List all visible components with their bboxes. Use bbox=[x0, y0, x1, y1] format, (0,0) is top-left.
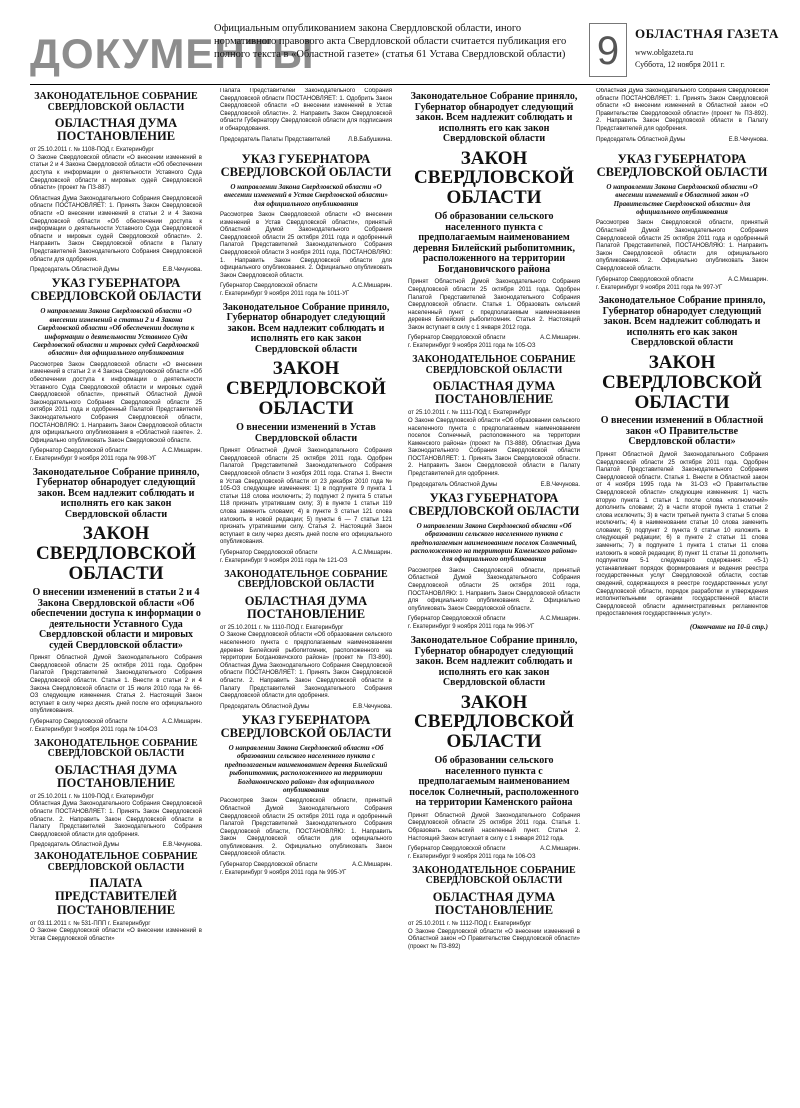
column-1 bbox=[30, 88, 202, 1098]
publication-note: Официальным опубликованием закона Свердловской области, иного нормативного правового акта Свердловской области считается публикация его полного текста в «Областной газете» (статья 61 Устава Свердловской области) bbox=[214, 23, 567, 60]
column-4 bbox=[596, 88, 768, 1098]
signature bbox=[596, 137, 768, 143]
signature-title: Председатель Областной Думы bbox=[596, 136, 686, 143]
signature bbox=[30, 448, 202, 454]
doc-text: Палата Представителей Законодательного Собрания Свердловской области ПОСТАНОВЛЯЕТ: 1. Одобрить Закон Свердловской области «О внесении изменений в Устав Свердловской области». 2. Направить Закон Свердловской области Губернатору Свердловской области для подписания и обнародования. bbox=[220, 88, 392, 132]
heading: Законодательное Собрание приняло, Губернатор обнародует следующий закон. Всем надлежит соблюдать и исполнять его как закон Свердловской области bbox=[222, 301, 390, 355]
signature-name: А.С.Мишарин. bbox=[540, 616, 580, 623]
signature-title: Губернатор Свердловской области bbox=[220, 862, 318, 869]
signature-title: Губернатор Свердловской области bbox=[408, 335, 506, 342]
doc-text: Областная Дума Законодательного Собрания Свердловской области ПОСТАНОВЛЯЕТ: 1. Принять Закон Свердловской области «О внесении изменений в статьи 2 и 4 Закона Свердловской области «Об обеспечении доступа к информации о деятельности Уставного Суда Свердловской области и мировых судей Свердловской области». 2. Направить Закон Свердловской области в Палату Представителей Законодательного Собрания Свердловской области для одобрения. bbox=[30, 195, 202, 263]
doc-subject: О направлении Закона Свердловской области «О внесении изменений в статьи 2 и 4 Закона Свердловской области «Об обеспечении доступа к информации о деятельности Уставного Суда Свердловской области и мировых судей Свердловской области» для официального опубликования bbox=[32, 307, 199, 358]
heading: ОБЛАСТНАЯ ДУМА ПОСТАНОВЛЕНИЕ bbox=[54, 116, 178, 144]
law-heading: ЗАКОН СВЕРДЛОВСКОЙ ОБЛАСТИ bbox=[36, 523, 196, 585]
signature-name: Е.В.Чечунова. bbox=[162, 267, 202, 274]
heading: ОБЛАСТНАЯ ДУМА ПОСТАНОВЛЕНИЕ bbox=[54, 762, 178, 790]
doc-text: Рассмотрев Закон Свердловской области, принятый Областной Думой Законодательного Собрания Свердловской области 25 октября 2011 года и одобренный Палатой Представителей, ПОСТАНОВЛЯЮ: 1. Направить Закон Свердловской области для официального опубликования. 2. Официально опубликовать Закон Свердловской области. bbox=[596, 220, 768, 272]
signature-name: А.С.Мишарин. bbox=[540, 335, 580, 342]
doc-text: О Законе Свердловской области «Об образовании сельского населенного пункта с предполагаемым наименованием деревня Билейский рыбопитомник, расположенного на территории Богдановичского района» (проект № ПЗ-890). Областная Дума Законодательного Собрания Свердловской области ПОСТАНОВЛЯЕТ: 1. Принять Закон Свердловской области. 2. Направить Закон Свердловской области в Палату Представителей Законодательного Собрания Свердловской области для одобрения. bbox=[220, 632, 392, 700]
doc-text: Принят Областной Думой Законодательного Собрания Свердловской области 25 октября 2011 года. Одобрен Палатой Представителей Законодательного Собрания Свердловской области 3 ноября 2011 года. Статья 1. Внести в Устав Свердловской области от 23 декабря 2010 года № 105-ОЗ следующие изменения: 1) в подпункте 9 пункта 1 статьи 118 слова исключить; 2) подпункт 2 пункта 5 статьи 118 признать утратившим силу; 3) в пункте 1 статьи 119 слова заменить словами; 4) в пункте 3 статьи 121 слова изложить в новой редакции; 5) пункты 6 — 7 статьи 121 признать утратившими силу. Статья 2. Настоящий Закон вступает в силу через десять дней после его официального опубликования. bbox=[220, 448, 392, 546]
doc-text: О Законе Свердловской области «Об образовании сельского населенного пункта с предполагаемым наименованием поселок Солнечный, расположенного на территории Каменского района» (проект № ПЗ-888). Областная Дума Законодательного Собрания Свердловской области ПОСТАНОВЛЯЕТ: 1. Принять Закон Свердловской области. 2. Направить Закон Свердловской области в Палату Представителей для одобрения. bbox=[408, 417, 580, 478]
doc-text: Рассмотрев Закон Свердловской области, принятый Областной Думой Законодательного Собрания Свердловской области 25 октября 2011 года и одобренный Палатой Представителей Законодательного Собрания Свердловской области, ПОСТАНОВЛЯЮ: 1. Направить Закон Свердловской области для официального опубликования. 2. Официально опубликовать Закон Свердловской области. bbox=[220, 798, 392, 858]
heading: ЗАКОНОДАТЕЛЬНОЕ СОБРАНИЕ СВЕРДЛОВСКОЙ ОБЛАСТИ bbox=[412, 864, 576, 887]
heading: ОБЛАСТНАЯ ДУМА ПОСТАНОВЛЕНИЕ bbox=[432, 889, 556, 917]
doc-text: Областная Дума Законодательного Собрания Свердловской области ПОСТАНОВЛЯЕТ: 1. Принять Закон Свердловской области «О внесении изменений в Областной закон «О Правительстве Свердловской области» (проект № ПЗ-892). 2. Направить Закон Свердловской области в Палату Представителей для одобрения. bbox=[596, 88, 768, 132]
signature-title: Губернатор Свердловской области bbox=[220, 283, 318, 290]
signature-name: А.С.Мишарин. bbox=[162, 448, 202, 455]
signature-title: Губернатор Свердловской области bbox=[596, 276, 694, 283]
signature-title: Губернатор Свердловской области bbox=[220, 549, 318, 556]
signature-name: Е.В.Чечунова. bbox=[540, 481, 580, 488]
header-divider bbox=[30, 84, 770, 85]
doc-text: Рассмотрев Закон Свердловской области «О внесении изменений в Устав Свердловской области», принятый Областной Думой Законодательного Собрания Свердловской области 25 октября 2011 года и одобренный Палатой Представителей Законодательного Собрания Свердловской области 3 ноября 2011 года, ПОСТАНОВЛЯЮ: 1. Направить Закон Свердловской области для официального опубликования. 2. Официально опубликовать Закон Свердловской области. bbox=[220, 211, 392, 279]
heading: УКАЗ ГУБЕРНАТОРА СВЕРДЛОВСКОЙ ОБЛАСТИ bbox=[30, 276, 202, 304]
signature bbox=[220, 704, 392, 710]
doc-number: от 25.10.2011 г. № 1110-ПОД г. Екатеринбург bbox=[220, 624, 344, 631]
signature-name: А.С.Мишарин. bbox=[540, 846, 580, 853]
signature bbox=[30, 719, 202, 725]
signature bbox=[596, 277, 768, 283]
heading: ЗАКОНОДАТЕЛЬНОЕ СОБРАНИЕ СВЕРДЛОВСКОЙ ОБЛАСТИ bbox=[224, 568, 388, 591]
page-number: 9 bbox=[589, 23, 627, 77]
doc-number: г. Екатеринбург 9 ноября 2011 года № 106-ОЗ bbox=[408, 854, 536, 861]
doc-number: г. Екатеринбург 9 ноября 2011 года № 1011-УГ bbox=[220, 291, 350, 298]
heading: УКАЗ ГУБЕРНАТОРА СВЕРДЛОВСКОЙ ОБЛАСТИ bbox=[408, 490, 580, 518]
heading: УКАЗ ГУБЕРНАТОРА СВЕРДЛОВСКОЙ ОБЛАСТИ bbox=[220, 712, 392, 740]
doc-text: Областная Дума Законодательного Собрания Свердловской области ПОСТАНОВЛЯЕТ: 1. Принять Закон Свердловской области. 2. Направить Закон Свердловской области в Палату Представителей Законодательного Собрания Свердловской области для одобрения. bbox=[30, 801, 202, 838]
doc-subject: О направлении Закона Свердловской области «О внесении изменений в Областной закон «О Правительстве Свердловской области» для официального опубликования bbox=[606, 182, 758, 216]
heading: ОБЛАСТНАЯ ДУМА ПОСТАНОВЛЕНИЕ bbox=[244, 593, 368, 621]
doc-number: г. Екатеринбург 9 ноября 2011 года № 105-ОЗ bbox=[408, 343, 536, 350]
column-3 bbox=[408, 88, 580, 1098]
doc-number: г. Екатеринбург 9 ноября 2011 года № 995-УГ bbox=[220, 870, 347, 877]
signature bbox=[220, 862, 392, 868]
doc-number: г. Екатеринбург 9 ноября 2011 года № 997-УГ bbox=[596, 284, 723, 291]
signature bbox=[220, 550, 392, 556]
doc-text: Рассмотрев Закон Свердловской области, принятый Областной Думой Законодательного Собрания Свердловской области 25 октября 2011 года, ПОСТАНОВЛЯЮ: 1. Направить Закон Свердловской области для официального опубликования. 2. Официально опубликовать Закон Свердловской области. bbox=[408, 567, 580, 612]
doc-number: от 25.10.2011 г. № 1108-ПОД г. Екатеринбург bbox=[30, 147, 154, 154]
doc-text: Принят Областной Думой Законодательного Собрания Свердловской области 25 октября 2011 года. Одобрен Палатой Представителей Законодательного Собрания Свердловской области. Статья 1. Внести в Областной закон от 4 ноября 1995 года № 31-ОЗ «О Правительстве Свердловской области» следующие изменения: 1) часть вторую пункта 1 статьи 1 после слова «полномочий» дополнить словами; 2) в части второй пункта 1 статьи 2 слова исключить; 3) в части третьей пункта 3 статьи 5 слова исключить; 4) в наименовании статьи 10 слова заменить словами; 5) подпункт 2 пункта 9 статьи 10 изложить в следующей редакции; 6) в пункте 2 статьи 11 слова заменить; 7) в подпункте 1 пункта 1 статьи 11 слова изложить в новой редакции; 8) пункт 11 статьи 11 дополнить подпунктом 5-1 следующего содержания: «5-1) устанавливает порядок формирования и ведения реестра государственных услуг Свердловской области, состав сведений, содержащихся в реестре государственных услуг Свердловской области, порядок разработки и утверждения исполнительными органами государственной власти Свердловской области административных регламентов предоставления государственных услуг». bbox=[596, 451, 768, 618]
issue-date: Суббота, 12 ноября 2011 г. bbox=[635, 60, 725, 69]
doc-text: Принят Областной Думой Законодательного Собрания Свердловской области 25 октября 2011 года. Одобрен Палатой Представителей Законодательного Собрания Свердловской области. Статья 1. Внести в статьи 2 и 4 Закона Свердловской области от 15 июля 2010 года № 66-ОЗ следующие изменения. Статья 2. Настоящий Закон вступает в силу через десять дней после его официального опубликования. bbox=[30, 655, 202, 715]
signature bbox=[408, 846, 580, 852]
heading: ЗАКОНОДАТЕЛЬНОЕ СОБРАНИЕ СВЕРДЛОВСКОЙ ОБЛАСТИ bbox=[34, 737, 198, 760]
signature-title: Председатель Областной Думы bbox=[30, 267, 120, 274]
doc-number: г. Екатеринбург 9 ноября 2011 года № 121-ОЗ bbox=[220, 557, 348, 564]
section-title: ДОКУМЕНТЫ bbox=[30, 30, 315, 77]
signature-title: Председатель Областной Думы bbox=[408, 481, 498, 488]
signature bbox=[30, 267, 202, 273]
doc-number: от 03.11.2011 г. № 531-ППП г. Екатеринбург bbox=[30, 920, 151, 927]
signature-name: А.С.Мишарин. bbox=[352, 283, 392, 290]
law-title: О внесении изменений в статьи 2 и 4 Закона Свердловской области «Об обеспечении доступа к информации о деятельности Уставного Суда Свердловской области и мировых судей Свердловской области» bbox=[31, 587, 201, 651]
signature bbox=[408, 335, 580, 341]
continuation-note: (Окончание на 10-й стр.) bbox=[689, 623, 768, 631]
doc-text: Принят Областной Думой Законодательного Собрания Свердловской области 25 октября 2011 года. Одобрен Палатой Представителей Законодательного Собрания Свердловской области. Статья 1. Образовать сельский населенный пункт с предполагаемым наименованием деревня Билейский рыбопитомник. Статья 2. Настоящий Закон вступает в силу с 1 января 2012 года. bbox=[408, 279, 580, 331]
signature-title: Губернатор Свердловской области bbox=[408, 616, 506, 623]
law-heading: ЗАКОН СВЕРДЛОВСКОЙ ОБЛАСТИ bbox=[414, 691, 574, 753]
heading: Законодательное Собрание приняло, Губернатор обнародует следующий закон. Всем надлежит соблюдать и исполнять его как закон Свердловской области bbox=[598, 295, 766, 349]
signature-name: Е.В.Чечунова. bbox=[162, 842, 202, 849]
signature-name: А.С.Мишарин. bbox=[728, 276, 768, 283]
doc-text: Принят Областной Думой Законодательного Собрания Свердловской области 25 октября 2011 года. Статья 1. Образовать сельский населенный пункт. Статья 2. Настоящий Закон вступает в силу с 1 января 2012 года. bbox=[408, 812, 580, 842]
signature-title: Губернатор Свердловской области bbox=[30, 448, 128, 455]
doc-number: г. Екатеринбург 9 ноября 2011 года № 998-УГ bbox=[30, 456, 157, 463]
doc-number: от 25.10.2011 г. № 1111-ПОД г. Екатеринбург bbox=[408, 410, 531, 417]
heading: Законодательное Собрание приняло, Губернатор обнародует следующий закон. Всем надлежит соблюдать и исполнять его как закон Свердловской области bbox=[410, 91, 578, 144]
doc-number: г. Екатеринбург 9 ноября 2011 года № 104-ОЗ bbox=[30, 726, 158, 733]
signature bbox=[408, 482, 580, 488]
law-title: Об образовании сельского населенного пункта с предполагаемым наименованием поселок Солнечный, расположенного на территории Каменского района bbox=[409, 755, 579, 809]
heading: ПАЛАТА ПРЕДСТАВИТЕЛЕЙ ПОСТАНОВЛЕНИЕ bbox=[54, 876, 177, 917]
doc-text: О Законе Свердловской области «О внесении изменений в Устав Свердловской области» bbox=[30, 928, 202, 942]
heading: ЗАКОНОДАТЕЛЬНОЕ СОБРАНИЕ СВЕРДЛОВСКОЙ ОБЛАСТИ bbox=[412, 354, 576, 376]
doc-number: от 25.10.2011 г. № 1112-ПОД г. Екатеринбург bbox=[408, 921, 532, 928]
heading: УКАЗ ГУБЕРНАТОРА СВЕРДЛОВСКОЙ ОБЛАСТИ bbox=[596, 151, 768, 179]
signature-name: А.С.Мишарин. bbox=[352, 862, 392, 869]
signature-title: Председатель Областной Думы bbox=[30, 842, 120, 849]
doc-subject: О Законе Свердловской области «О внесении изменений в статьи 2 и 4 Закона Свердловской области «Об обеспечении доступа к информации о деятельности Уставного Суда Свердловской области и мировых судей Свердловской области» (проект № ПЗ-887) bbox=[30, 154, 202, 192]
doc-text: О Законе Свердловской области «О внесении изменений в Областной закон «О Правительстве Свердловской области» (проект № ПЗ-892) bbox=[408, 928, 580, 950]
column-2 bbox=[220, 88, 392, 1098]
heading: Законодательное Собрание приняло, Губернатор обнародует следующий закон. Всем надлежит соблюдать и исполнять его как закон Свердловской области bbox=[32, 466, 200, 520]
doc-subject: О направлении Закона Свердловской области «Об образовании сельского населенного пункта с предполагаемым наименованием деревня Билейский рыбопитомник, расположенного на территории Богдановичского района» для официального опубликования bbox=[224, 743, 388, 794]
doc-number: от 25.10.2011 г. № 1109-ПОД г. Екатеринбург bbox=[30, 793, 154, 800]
law-title: Об образовании сельского населенного пункта с предполагаемым наименованием деревня Билейский рыбопитомник, расположенного на территории Богдановичского района bbox=[413, 211, 575, 275]
heading: ОБЛАСТНАЯ ДУМА ПОСТАНОВЛЕНИЕ bbox=[432, 379, 556, 407]
signature-name: Е.В.Чечунова. bbox=[728, 136, 768, 143]
doc-subject: О направлении Закона Свердловской области «О внесении изменений в Устав Свердловской области» для официального опубликования bbox=[224, 182, 388, 208]
doc-subject: О направлении Закона Свердловской области «Об образовании сельского населенного пункта с предполагаемым наименованием поселок Солнечный, расположенного на территории Каменского района» для официального опубликования bbox=[410, 521, 578, 564]
signature bbox=[408, 616, 580, 622]
heading: ЗАКОНОДАТЕЛЬНОЕ СОБРАНИЕ СВЕРДЛОВСКОЙ ОБЛАСТИ bbox=[34, 91, 198, 113]
doc-text: Рассмотрев Закон Свердловской области «О внесении изменений в статьи 2 и 4 Закона Свердловской области «Об обеспечении доступа к информации о деятельности Уставного Суда Свердловской области и мировых судей Свердловской области», принятый Областной Думой Законодательного Собрания Свердловской области 25 октября 2011 года и одобренный Палатой Представителей Законодательного Собрания Свердловской области, ПОСТАНОВЛЯЮ: 1. Направить Закон Свердловской области для официального опубликования в «Областной газете». 2. Официально опубликовать Закон Свердловской области. bbox=[30, 361, 202, 444]
doc-number: г. Екатеринбург 9 ноября 2011 года № 996-УГ bbox=[408, 624, 535, 631]
signature-name: Е.В.Чечунова. bbox=[352, 703, 392, 710]
signature-title: Председатель Палаты Представителей bbox=[220, 136, 331, 143]
page-header bbox=[0, 0, 800, 84]
law-title: О внесении изменений в Областной закон «О Правительстве Свердловской области» bbox=[600, 415, 764, 448]
heading: УКАЗ ГУБЕРНАТОРА СВЕРДЛОВСКОЙ ОБЛАСТИ bbox=[220, 151, 392, 179]
heading: ЗАКОНОДАТЕЛЬНОЕ СОБРАНИЕ СВЕРДЛОВСКОЙ ОБЛАСТИ bbox=[34, 851, 198, 873]
law-heading: ЗАКОН СВЕРДЛОВСКОЙ ОБЛАСТИ bbox=[226, 358, 386, 420]
signature-title: Губернатор Свердловской области bbox=[30, 718, 128, 725]
signature-title: Председатель Областной Думы bbox=[220, 703, 310, 710]
signature-name: А.С.Мишарин. bbox=[352, 549, 392, 556]
signature-name: Л.В.Бабушкина. bbox=[348, 136, 392, 143]
signature bbox=[220, 283, 392, 289]
signature bbox=[220, 137, 392, 143]
newspaper-name: ОБЛАСТНАЯ ГАЗЕТА bbox=[635, 26, 779, 41]
law-title: О внесении изменений в Устав Свердловской области bbox=[236, 422, 376, 444]
signature bbox=[30, 842, 202, 848]
newspaper-site: www.oblgazeta.ru bbox=[635, 48, 694, 57]
signature-title: Губернатор Свердловской области bbox=[408, 846, 506, 853]
heading: Законодательное Собрание приняло, Губернатор обнародует следующий закон. Всем надлежит соблюдать и исполнять его как закон Свердловской области bbox=[410, 635, 578, 689]
law-heading: ЗАКОН СВЕРДЛОВСКОЙ ОБЛАСТИ bbox=[602, 351, 762, 413]
signature-name: А.С.Мишарин. bbox=[162, 718, 202, 725]
law-heading: ЗАКОН СВЕРДЛОВСКОЙ ОБЛАСТИ bbox=[414, 147, 574, 209]
